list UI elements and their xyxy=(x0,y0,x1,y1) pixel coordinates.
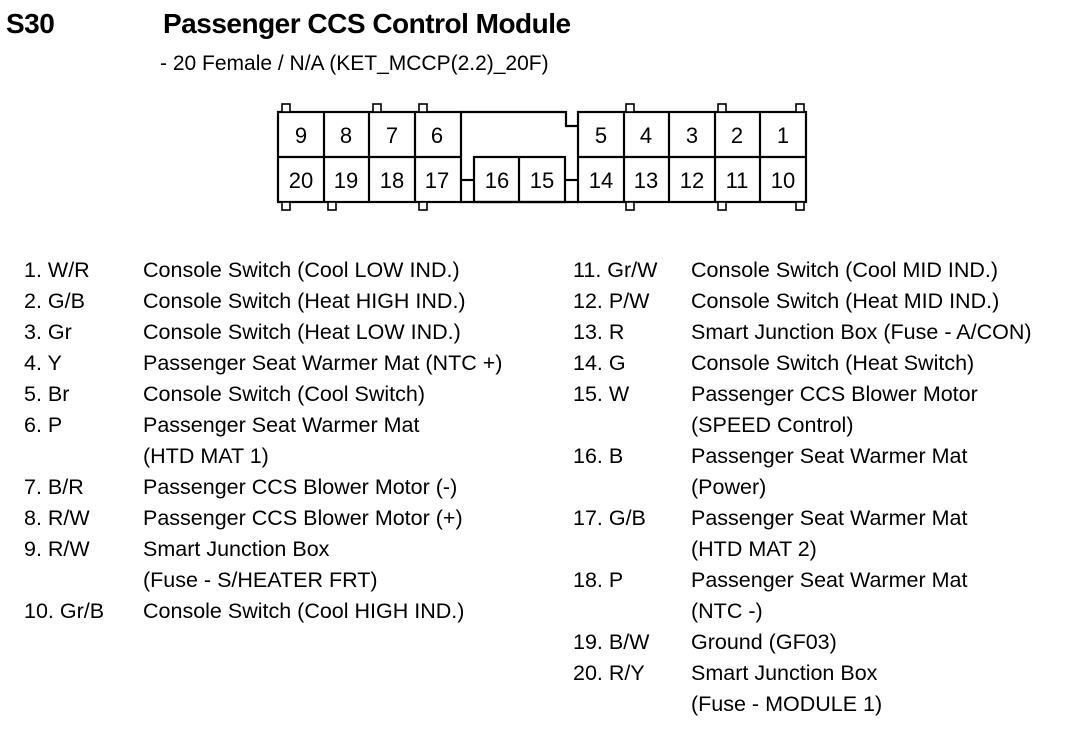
pin-description: Console Switch (Heat Switch) xyxy=(691,351,975,375)
pin-description: Console Switch (Cool MID IND.) xyxy=(691,258,999,282)
pin-wire: 1. W/R xyxy=(24,258,90,282)
pin-description: (NTC -) xyxy=(691,599,763,623)
pin-label: 3 xyxy=(685,123,699,148)
pin-wire: 11. Gr/W xyxy=(573,258,658,282)
pin-label: 5 xyxy=(594,123,608,148)
pin-label: 11 xyxy=(725,168,749,193)
pin-description: (Fuse - MODULE 1) xyxy=(691,692,883,716)
pin-description: Smart Junction Box xyxy=(691,661,878,685)
pin-wire: 14. G xyxy=(573,351,626,375)
pin-description: (HTD MAT 2) xyxy=(691,537,817,561)
pin-description: (Power) xyxy=(691,475,767,499)
pin-description: Console Switch (Cool LOW IND.) xyxy=(143,258,460,282)
pin-description: Ground (GF03) xyxy=(691,630,837,654)
connector-code: S30 xyxy=(6,8,55,39)
page-title: Passenger CCS Control Module xyxy=(163,8,571,39)
pin-label: 15 xyxy=(529,168,555,193)
pin-description: Passenger Seat Warmer Mat xyxy=(691,444,968,468)
pin-label: 17 xyxy=(424,168,450,193)
pin-wire: 10. Gr/B xyxy=(24,599,105,623)
pin-label: 12 xyxy=(679,168,705,193)
pin-label: 16 xyxy=(484,168,510,193)
pin-description: Smart Junction Box xyxy=(143,537,330,561)
pin-description: Passenger Seat Warmer Mat xyxy=(691,568,968,592)
pin-description: Smart Junction Box (Fuse - A/CON) xyxy=(691,320,1032,344)
pin-label: 10 xyxy=(770,168,796,193)
pin-description: Passenger CCS Blower Motor xyxy=(691,382,978,406)
pin-label: 19 xyxy=(333,168,359,193)
pin-label: 7 xyxy=(385,123,399,148)
pin-wire: 9. R/W xyxy=(24,537,90,561)
pin-description: Passenger Seat Warmer Mat xyxy=(143,413,420,437)
pin-wire: 16. B xyxy=(573,444,624,468)
pin-wire: 4. Y xyxy=(24,351,62,375)
pin-description: (Fuse - S/HEATER FRT) xyxy=(143,568,378,592)
pin-description: Console Switch (Heat HIGH IND.) xyxy=(143,289,466,313)
pin-wire: 7. B/R xyxy=(24,475,84,499)
connector-subtitle: - 20 Female / N/A (KET_MCCP(2.2)_20F) xyxy=(160,52,549,75)
pin-wire: 18. P xyxy=(573,568,624,592)
pin-label: 20 xyxy=(288,168,314,193)
pin-description: Console Switch (Heat MID IND.) xyxy=(691,289,1000,313)
pin-wire: 5. Br xyxy=(24,382,70,406)
pin-label: 2 xyxy=(730,123,744,148)
pin-description: Console Switch (Heat LOW IND.) xyxy=(143,320,461,344)
pin-wire: 20. R/Y xyxy=(573,661,645,685)
pin-description: Console Switch (Cool Switch) xyxy=(143,382,425,406)
pin-wire: 12. P/W xyxy=(573,289,650,313)
pin-description: Passenger Seat Warmer Mat xyxy=(691,506,968,530)
pin-label: 13 xyxy=(633,168,659,193)
pin-wire: 3. Gr xyxy=(24,320,72,344)
pin-wire: 2. G/B xyxy=(24,289,85,313)
pin-description: Passenger Seat Warmer Mat (NTC +) xyxy=(143,351,503,375)
pin-wire: 17. G/B xyxy=(573,506,646,530)
pin-wire: 15. W xyxy=(573,382,630,406)
pin-label: 8 xyxy=(339,123,353,148)
connector-diagram xyxy=(0,0,1086,240)
pin-description: (SPEED Control) xyxy=(691,413,854,437)
pin-wire: 6. P xyxy=(24,413,63,437)
pin-wire: 19. B/W xyxy=(573,630,650,654)
pin-description: Console Switch (Cool HIGH IND.) xyxy=(143,599,465,623)
pin-label: 14 xyxy=(588,168,614,193)
connector-top-bridge xyxy=(461,112,578,126)
pin-label: 4 xyxy=(639,123,653,148)
pin-label: 1 xyxy=(776,123,790,148)
pin-description: Passenger CCS Blower Motor (-) xyxy=(143,475,458,499)
pin-label: 6 xyxy=(430,123,444,148)
pin-label: 9 xyxy=(294,123,308,148)
pin-wire: 13. R xyxy=(573,320,625,344)
pin-description: Passenger CCS Blower Motor (+) xyxy=(143,506,463,530)
pin-description: (HTD MAT 1) xyxy=(143,444,269,468)
pin-wire: 8. R/W xyxy=(24,506,90,530)
pin-label: 18 xyxy=(379,168,405,193)
